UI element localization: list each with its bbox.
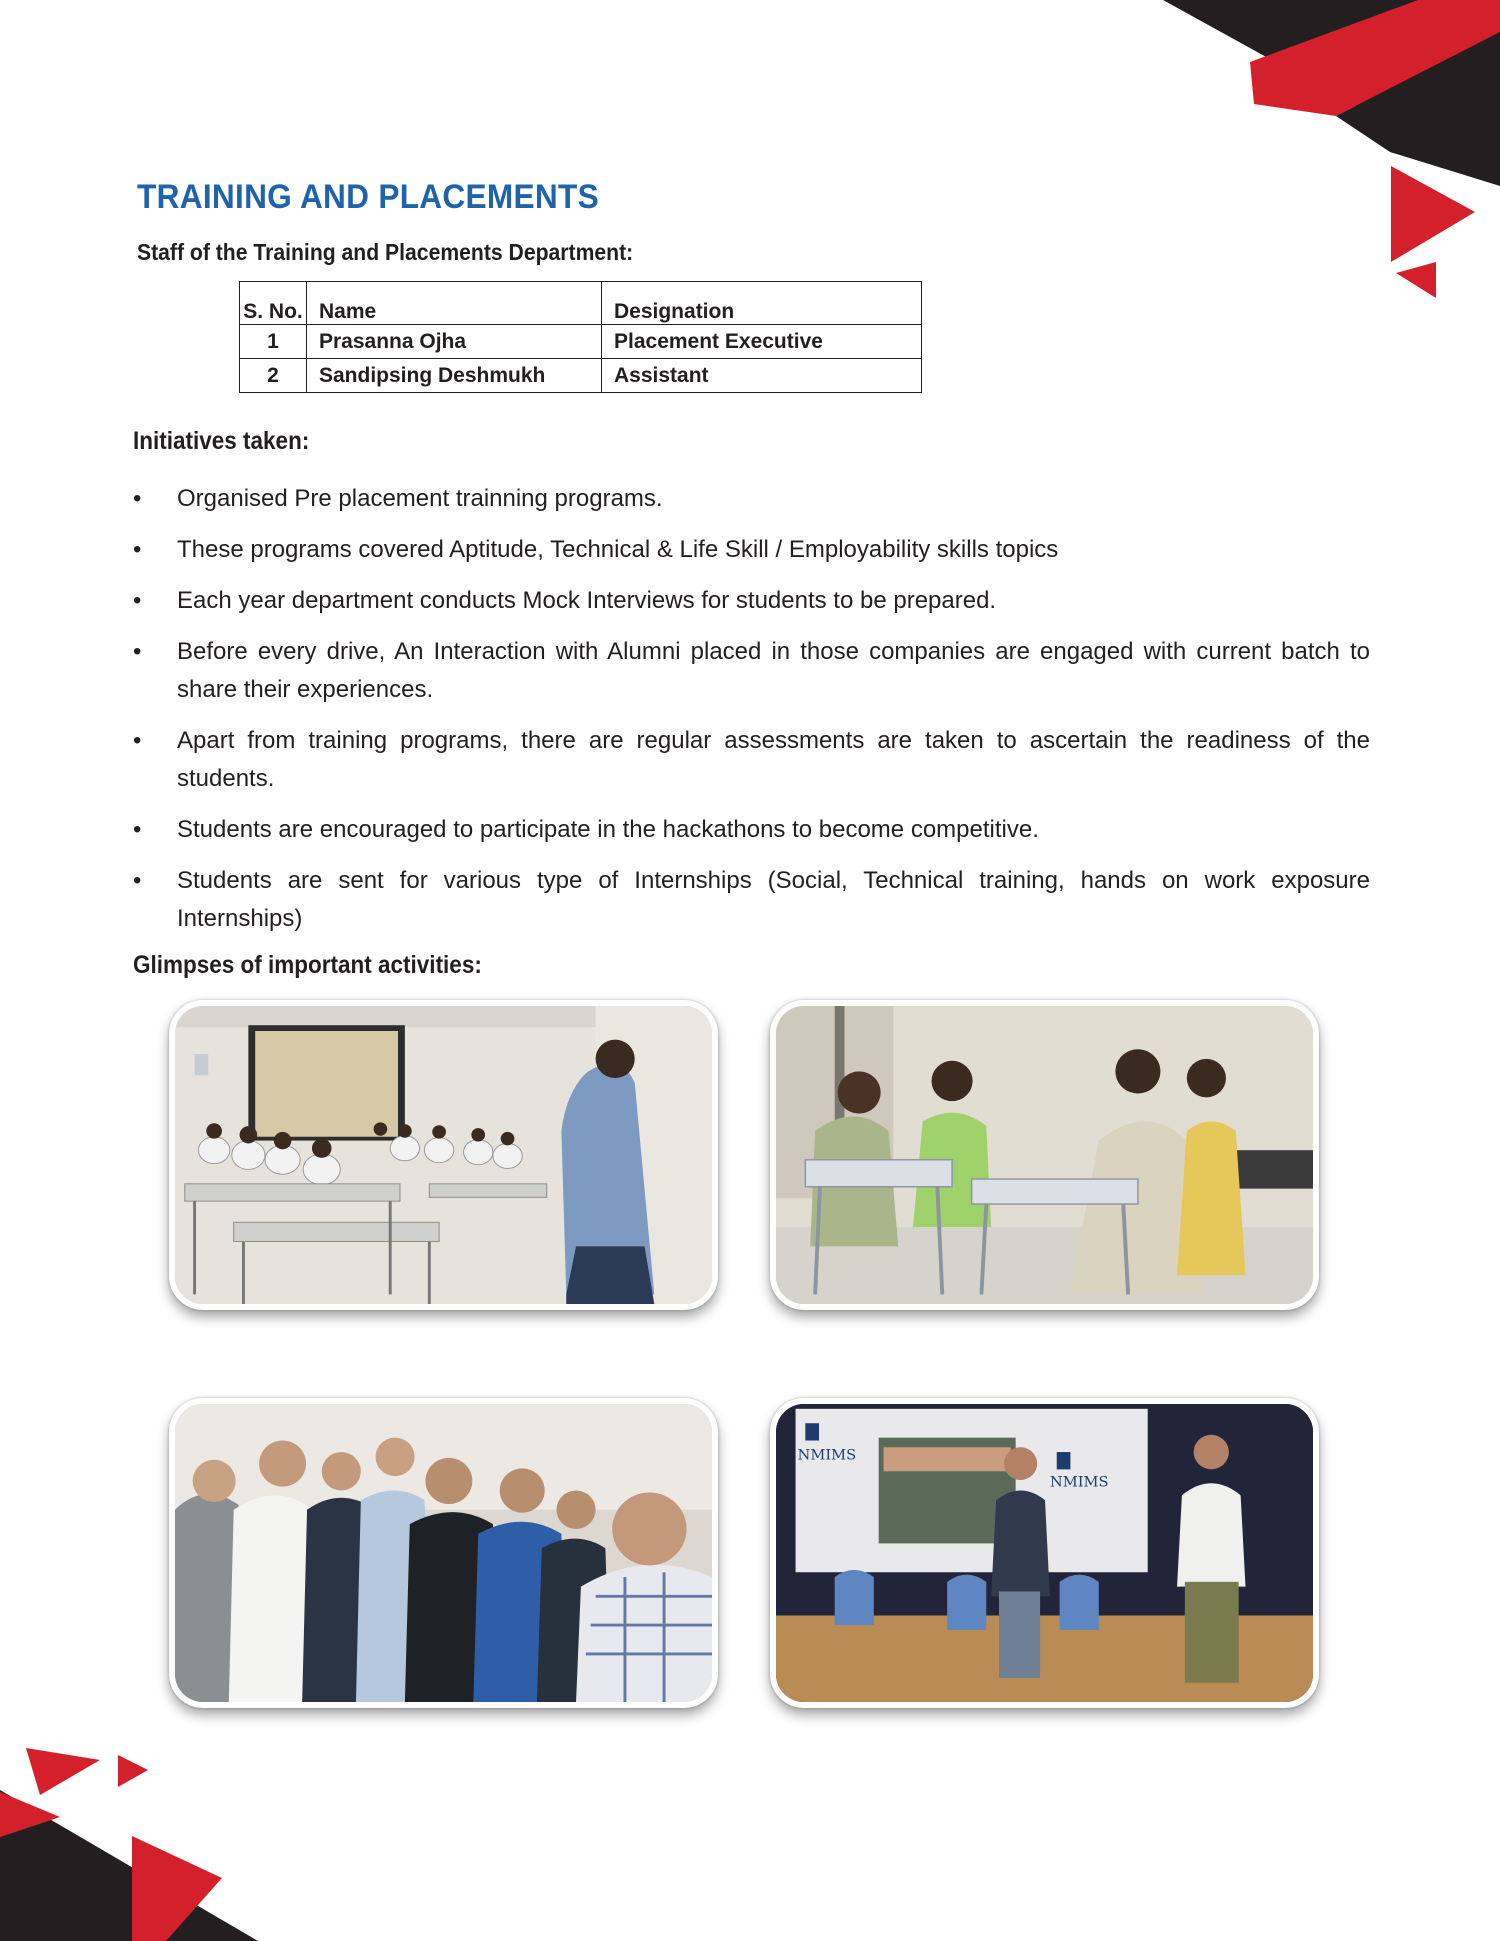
photo-group	[169, 1398, 718, 1708]
table-row	[240, 325, 922, 359]
bullet-icon: •	[133, 727, 142, 754]
list-item	[133, 811, 1370, 849]
photo-classroom-training	[169, 1000, 718, 1310]
header-designation: Designation	[602, 282, 922, 325]
list-item	[133, 633, 1370, 709]
bullet-icon: •	[133, 536, 142, 563]
bullet-icon: •	[133, 485, 142, 512]
header-name: Name	[307, 282, 602, 325]
cell-sno: 2	[240, 359, 307, 393]
list-item	[133, 480, 1370, 518]
list-item	[133, 531, 1370, 569]
list-item	[133, 722, 1370, 798]
table-header-row	[240, 282, 922, 325]
page-title: TRAINING AND PLACEMENTS	[137, 178, 599, 216]
list-item	[133, 862, 1370, 938]
list-item-text: Before every drive, An Interaction with Alumni placed in those companies are engaged with current batch to share their experiences.	[177, 638, 1370, 703]
glimpses-heading: Glimpses of important activities:	[133, 951, 482, 979]
bullet-icon: •	[133, 638, 142, 665]
cell-sno: 1	[240, 325, 307, 359]
bullet-icon: •	[133, 816, 142, 843]
photo-mock-interview	[770, 1000, 1319, 1310]
staff-heading: Staff of the Training and Placements Department:	[137, 239, 634, 265]
initiatives-list	[133, 480, 1370, 951]
list-item	[133, 582, 1370, 620]
staff-table	[239, 281, 922, 393]
cell-designation: Assistant	[602, 359, 922, 393]
nmims-logo-right: NMIMS	[1049, 1474, 1109, 1491]
initiatives-heading: Initiatives taken:	[133, 427, 310, 455]
header-sno: S. No.	[240, 282, 307, 325]
list-item-text: Each year department conducts Mock Interviews for students to be prepared.	[177, 587, 997, 614]
photo-alumni-interaction	[770, 1398, 1319, 1708]
nmims-logo-left: NMIMS	[797, 1447, 857, 1464]
cell-designation: Placement Executive	[602, 325, 922, 359]
list-item-text: These programs covered Aptitude, Technical & Life Skill / Employability skills topics	[177, 536, 1059, 563]
table-row	[240, 359, 922, 393]
bullet-icon: •	[133, 587, 142, 614]
list-item-text: Organised Pre placement trainning programs.	[177, 485, 663, 512]
list-item-text: Students are sent for various type of Internships (Social, Technical training, hands on work exposure Internships)	[177, 867, 1370, 932]
cell-name: Sandipsing Deshmukh	[307, 359, 602, 393]
bullet-icon: •	[133, 867, 142, 894]
list-item-text: Apart from training programs, there are regular assessments are taken to ascertain the readiness of the students.	[177, 727, 1370, 792]
cell-name: Prasanna Ojha	[307, 325, 602, 359]
list-item-text: Students are encouraged to participate in the hackathons to become competitive.	[177, 816, 1039, 843]
